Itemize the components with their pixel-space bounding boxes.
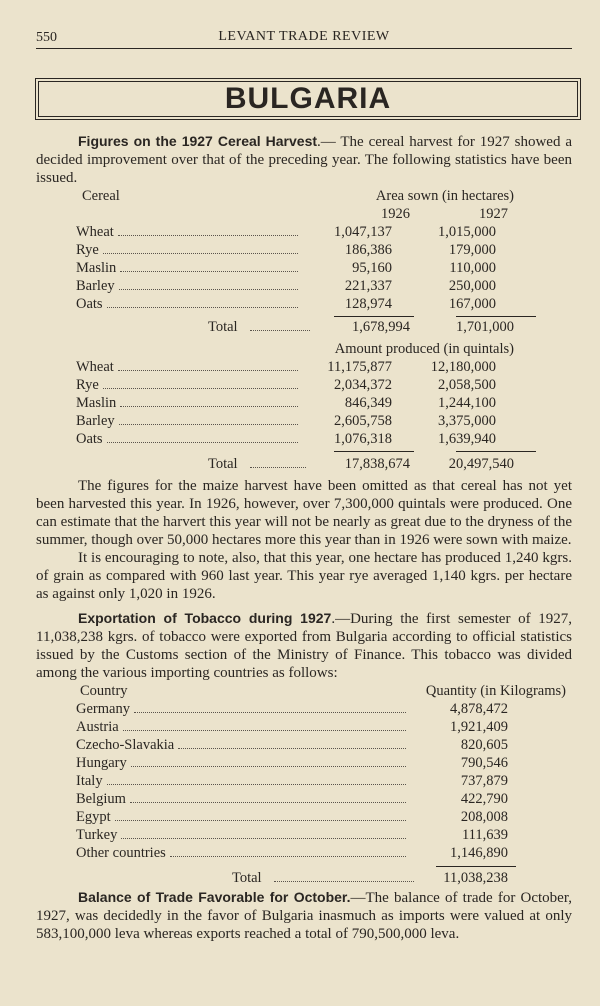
row-value: 95,160	[352, 260, 392, 276]
table-row	[76, 700, 508, 718]
dot-leader	[250, 318, 310, 331]
row-value: 208,008	[460, 809, 508, 825]
row-label: Rye	[76, 242, 99, 258]
dot-leader	[115, 808, 406, 821]
row-value: 1,047,137	[334, 224, 392, 240]
cereal-intro: Figures on the 1927 Cereal Harvest.— The cereal harvest for 1927 showed a decided improvement over that of the preceding year. The following statistics have been issued.	[36, 133, 572, 186]
row-value: 790,546	[460, 755, 508, 771]
cereal-table	[36, 187, 572, 475]
table-row	[76, 376, 514, 394]
row-value: 110,000	[449, 260, 496, 276]
table-row	[76, 412, 514, 430]
tobacco-heading: Exportation of Tobacco during 1927	[78, 610, 332, 626]
table-row	[76, 394, 514, 412]
table-row	[76, 844, 508, 862]
table-row	[76, 826, 508, 844]
dot-leader	[120, 259, 298, 272]
row-value: 221,337	[344, 278, 392, 294]
maize-paragraph: The figures for the maize harvest have been omitted as that cereal has not yet been harvested this year. In 1926, however, over 7,300,000 quintals were produced. One can estimate that the harvert this year will not be nearly as great due to the dryness of the summer, though over 50,000 hectares more this year than in 1926 were sown with maize. It is encouraging to note, also, that this year, one hectare has produced 1,240 kgrs. of grain as compared with 960 last year. This year rye averaged 1,140 kgrs. per hectare as against only 1,020 in 1926.	[36, 478, 572, 602]
dot-leader	[118, 223, 298, 236]
row-value: 1,076,318	[334, 431, 392, 447]
table-row	[76, 241, 514, 259]
row-label: Oats	[76, 431, 103, 447]
row-label: Turkey	[76, 827, 118, 843]
row-label: Oats	[76, 296, 103, 312]
table-row	[76, 277, 514, 295]
table-row	[76, 358, 514, 376]
year-1926: 1926	[381, 206, 410, 222]
row-value: 422,790	[460, 791, 508, 807]
table-row	[76, 223, 514, 241]
dot-leader	[178, 736, 406, 749]
row-label: Maslin	[76, 395, 117, 411]
row-label: Other countries	[76, 845, 166, 861]
dot-leader	[118, 358, 298, 371]
col-quantity: Quantity (in Kilograms)	[425, 683, 566, 699]
running-header	[36, 28, 572, 49]
row-value: 2,034,372	[334, 377, 392, 393]
table-row	[76, 754, 508, 772]
balance-paragraph: Balance of Trade Favorable for October.—The balance of trade for October, 1927, was decidedly in the favor of Bulgaria inasmuch as imports were valued at only 583,100,000 leva whereas exports reached a total of 790,500,000 leva.	[36, 889, 572, 942]
dot-leader	[170, 844, 406, 857]
row-label: Wheat	[76, 359, 114, 375]
table-row	[76, 259, 514, 277]
dot-leader	[134, 700, 406, 713]
tobacco-intro: Exportation of Tobacco during 1927.—During the first semester of 1927, 11,038,238 kgrs. of tobacco were exported from Bulgaria according to official statistics issued by the Customs section of the Ministry of Finance. This tobacco was divided among the various importing countries as follows:	[36, 610, 572, 681]
balance-heading: Balance of Trade Favorable for October.	[78, 889, 351, 905]
row-label: Maslin	[76, 260, 117, 276]
section-title: BULGARIA	[35, 78, 581, 120]
table-row	[76, 790, 508, 808]
row-label: Italy	[76, 773, 103, 789]
table-row	[76, 736, 508, 754]
dot-leader	[120, 394, 298, 407]
row-value: 1,639,940	[438, 431, 496, 447]
dot-leader	[107, 295, 298, 308]
dot-leader	[119, 412, 298, 425]
production-total-row: Total 17,838,674 20,497,540	[208, 456, 514, 472]
row-value: 1,015,000	[438, 224, 496, 240]
table-row	[76, 772, 508, 790]
table-row	[76, 430, 514, 448]
row-label: Germany	[76, 701, 130, 717]
row-label: Hungary	[76, 755, 127, 771]
row-label: Egypt	[76, 809, 111, 825]
dot-leader	[123, 718, 406, 731]
area-total-row: Total 1,678,994 1,701,000	[208, 319, 514, 335]
row-value: 2,605,758	[334, 413, 392, 429]
page-number: 550	[36, 30, 57, 45]
dot-leader	[274, 869, 414, 882]
dot-leader	[130, 790, 406, 803]
row-label: Barley	[76, 413, 115, 429]
row-value: 820,605	[460, 737, 508, 753]
production-caption: Amount produced (in quintals)	[334, 341, 514, 357]
dot-leader	[131, 754, 406, 767]
dot-leader	[107, 430, 298, 443]
dot-leader	[107, 772, 406, 785]
row-value: 1,244,100	[438, 395, 496, 411]
dot-leader	[103, 241, 298, 254]
cereal-heading: Figures on the 1927 Cereal Harvest	[78, 133, 318, 149]
row-label: Wheat	[76, 224, 114, 240]
dot-leader	[119, 277, 298, 290]
dot-leader	[103, 376, 298, 389]
row-value: 167,000	[448, 296, 496, 312]
journal-title: LEVANT TRADE REVIEW	[218, 29, 390, 44]
row-label: Barley	[76, 278, 115, 294]
area-caption: Area sown (in hectares)	[375, 188, 514, 204]
row-value: 186,386	[344, 242, 392, 258]
row-value: 3,375,000	[438, 413, 496, 429]
row-value: 1,921,409	[450, 719, 508, 735]
table-row	[76, 295, 514, 313]
dot-leader	[250, 455, 306, 468]
col-country: Country	[80, 683, 128, 699]
row-value: 1,146,890	[450, 845, 508, 861]
row-value: 4,878,472	[450, 701, 508, 717]
row-label: Belgium	[76, 791, 126, 807]
dot-leader	[121, 826, 406, 839]
row-value: 179,000	[448, 242, 496, 258]
row-value: 128,974	[344, 296, 392, 312]
row-value: 250,000	[448, 278, 496, 294]
tobacco-total-row: Total 11,038,238	[232, 870, 508, 886]
row-value: 12,180,000	[430, 359, 496, 375]
col-cereal: Cereal	[82, 188, 120, 204]
row-value: 846,349	[344, 395, 392, 411]
row-value: 2,058,500	[438, 377, 496, 393]
row-value: 11,175,877	[327, 359, 392, 375]
row-label: Czecho-Slavakia	[76, 737, 175, 753]
table-row	[76, 808, 508, 826]
tobacco-table	[36, 682, 572, 888]
row-label: Rye	[76, 377, 99, 393]
row-value: 737,879	[460, 773, 508, 789]
table-row	[76, 718, 508, 736]
row-value: 111,639	[461, 827, 508, 843]
year-1927: 1927	[479, 206, 508, 222]
row-label: Austria	[76, 719, 119, 735]
